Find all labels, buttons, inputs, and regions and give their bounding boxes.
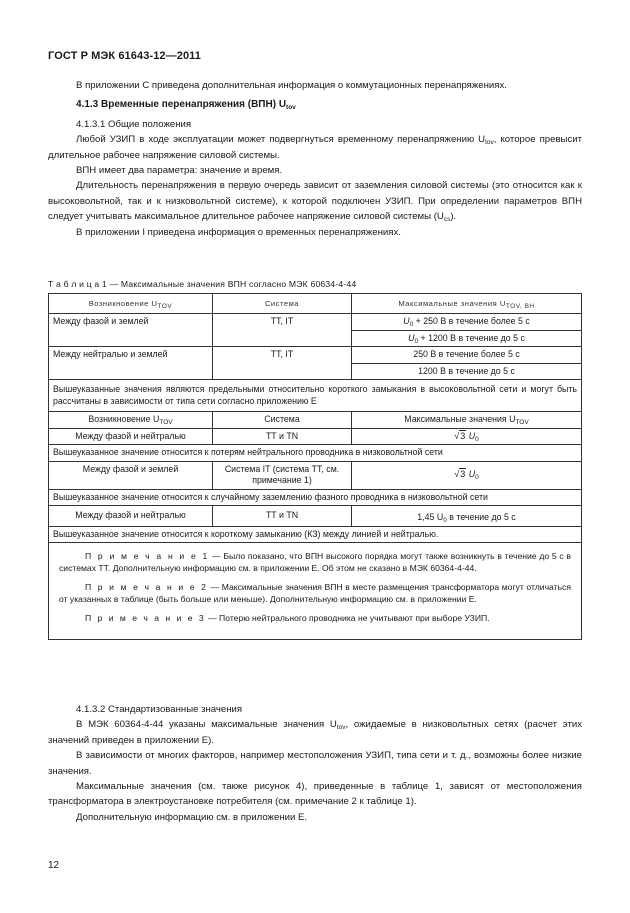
- sqrt-symbol: √3: [454, 469, 466, 480]
- section-title: 4.1.3 Временные перенапряжения (ВПН) $U_{tov}$: [76, 99, 296, 112]
- table-note-1: Вышеуказанные значения являются предельными относительно короткого замыкания в высоковольтной сети и могут быть рассчитаны в зависимости от типа сети согласно приложению Е: [49, 380, 582, 412]
- tov-table: [48, 293, 582, 640]
- row4-occurrence: Между фазой и землей: [49, 461, 213, 489]
- header-system: Система: [213, 294, 352, 314]
- intro-paragraph-5: В приложении I приведена информация о временных перенапряжениях.: [76, 226, 401, 238]
- table-subheader-row: [49, 412, 582, 429]
- row4-system: Система IT (система TT, см. примечание 1): [213, 461, 352, 489]
- row4-value: √3 $U_0$: [352, 461, 582, 489]
- row2-occurrence: Между нейтралью и землей: [49, 347, 213, 380]
- after-paragraph-3: Максимальные значения (см. также рисунок 4), приведенные в таблице 1, зависят от местоположения трансформатора в электроустановке потребителя (см. примечание 2 к таблице 1).: [48, 781, 582, 808]
- after-paragraph-2: В зависимости от многих факторов, например местоположения УЗИП, типа сети и т. д., возможны более низкие значения.: [48, 750, 582, 777]
- row2-value-b: 1200 В в течение до 5 с: [352, 363, 582, 380]
- table-note-4: Вышеуказанное значение относится к короткому замыканию (КЗ) между линией и нейтралью.: [49, 526, 582, 543]
- row5-system: TT и TN: [213, 506, 352, 527]
- subsection-title: 4.1.3.1 Общие положения: [76, 118, 192, 130]
- row1-value-b: $U_0 + 1200$ В в течение до 5 с: [352, 330, 582, 347]
- subheader-max-values: Максимальные значения $U_{TOV}$: [352, 412, 582, 429]
- header-max-values: Максимальные значения $U_{TOV, ВН}$: [352, 294, 582, 314]
- row1-value-a: $U_0 + 250$ В в течение более 5 с: [352, 314, 582, 331]
- table-footnote-1: П р и м е ч а н и е 1 — Было показано, что ВПН высокого порядка могут также возникнуть в течение до 5 с в системах TT. Дополнительную информацию см. в приложении Е. Об этом не сказано в МЭК 60364-4-44.: [59, 551, 571, 573]
- table-row: [49, 380, 582, 412]
- table-row: [49, 314, 582, 331]
- intro-section: [48, 78, 582, 240]
- intro-paragraph-1: В приложении С приведена дополнительная информация о коммутационных перенапряжениях.: [76, 80, 507, 91]
- intro-paragraph-3: ВПН имеет два параметра: значение и время.: [76, 165, 283, 177]
- row3-value: √3 $U_0$: [352, 428, 582, 445]
- table-row: [49, 506, 582, 527]
- table-row: [49, 428, 582, 445]
- page-number: 12: [48, 860, 60, 871]
- after-paragraph-1: В МЭК 60364-4-44 указаны максимальные значения $U_{tov}$, ожидаемые в низковольтных сетях (расчет этих значений приведен в приложении Е).: [48, 719, 582, 746]
- table-note-2: Вышеуказанное значение относится к потерям нейтрального проводника в низковольтной сети: [49, 445, 582, 462]
- document-header: ГОСТ Р МЭК 61643-12—2011: [48, 50, 201, 62]
- standardized-values-section: [48, 702, 582, 825]
- header-occurrence: Возникновение $U_{TOV}$: [49, 294, 213, 314]
- table-row: [49, 461, 582, 489]
- intro-paragraph-4: Длительность перенапряжения в первую очередь зависит от заземления силовой системы (это относится как к высоковольтной, так и к низковольтной системе), к которой подключен УЗИП. При определении параметров ВПН следует учитывать максимальное длительное рабочее напряжение силовой системы $(U_{cs})$.: [48, 180, 582, 224]
- subsection-title-2: 4.1.3.2 Стандартизованные значения: [76, 704, 243, 715]
- subheader-system: Система: [213, 412, 352, 429]
- row5-value: 1,45 $U_0$ в течение до 5 с: [352, 506, 582, 527]
- table-notes-row: [49, 543, 582, 640]
- row1-occurrence: Между фазой и землей: [49, 314, 213, 347]
- row2-system: TT, IT: [213, 347, 352, 380]
- table-row: [49, 489, 582, 506]
- table-footnote-2: П р и м е ч а н и е 2 — Максимальные значения ВПН в месте размещения трансформатора могут отличаться от указанных в таблице (быть больше или меньше). Дополнительную информацию см. в приложении Е.: [59, 582, 571, 604]
- row3-occurrence: Между фазой и нейтралью: [49, 428, 213, 445]
- table-note-3: Вышеуказанное значение относится к случайному заземлению фазного проводника в низковольтной сети: [49, 489, 582, 506]
- row5-occurrence: Между фазой и нейтралью: [49, 506, 213, 527]
- table-footnote-3: П р и м е ч а н и е 3 — Потерю нейтрального проводника не учитывают при выборе УЗИП.: [85, 613, 490, 623]
- intro-paragraph-2: Любой УЗИП в ходе эксплуатации может подвергнуться временному перенапряжению $U_{tov}$, которое превысит длительное рабочее напряжение силовой системы.: [48, 134, 583, 161]
- after-paragraph-4: Дополнительную информацию см. в приложении Е.: [76, 811, 308, 823]
- row1-system: TT, IT: [213, 314, 352, 347]
- row3-system: TT и TN: [213, 428, 352, 445]
- subheader-occurrence: Возникновение $U_{TOV}$: [49, 412, 213, 429]
- sqrt-symbol: √3: [454, 430, 466, 441]
- table-row: [49, 347, 582, 364]
- row2-value-a: 250 В в течение более 5 с: [352, 347, 582, 364]
- table-notes: [49, 543, 582, 640]
- table-caption: Т а б л и ц а 1 — Максимальные значения ВПН согласно МЭК 60634-4-44: [48, 279, 357, 289]
- table-header-row: [49, 294, 582, 314]
- table-row: [49, 445, 582, 462]
- table-row: [49, 526, 582, 543]
